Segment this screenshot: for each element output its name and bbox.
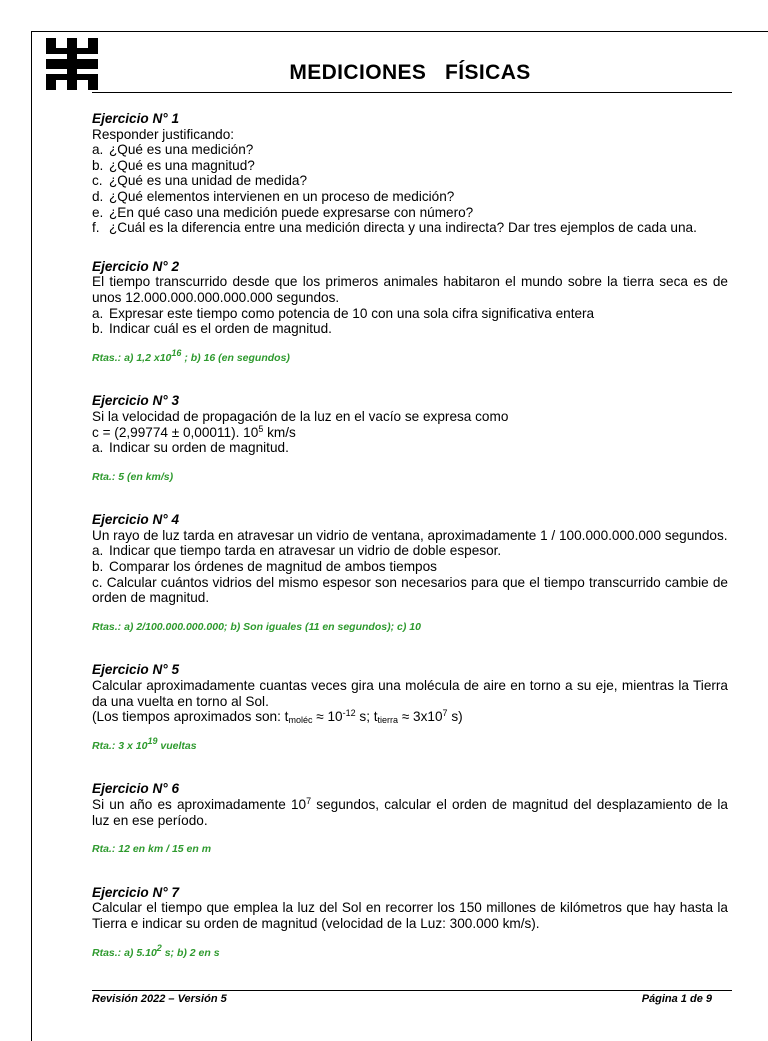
answer-text: Rta.: 5 (en km/s) bbox=[92, 470, 174, 483]
item-label: a. bbox=[92, 305, 104, 321]
exercise-intro: El tiempo transcurrido desde que los primeros animales habitaron el mundo sobre la tierra seca es de unos 12.000.000.000.000.000 segundos. bbox=[92, 274, 728, 305]
footer-revision: Revisión 2022 – Versión 5 bbox=[92, 993, 227, 1005]
item-label: c. bbox=[92, 173, 103, 189]
item-text: ¿Cuál es la diferencia entre una medición directa y una indirecta? Dar tres ejemplos de cada una. bbox=[109, 220, 697, 236]
exercise-7 bbox=[92, 885, 728, 961]
exercise-6 bbox=[92, 781, 728, 857]
exercise-title: Ejercicio N° 1 bbox=[92, 111, 180, 126]
exercise-title: Ejercicio N° 3 bbox=[92, 393, 180, 409]
list-item bbox=[92, 158, 728, 174]
item-label: a. bbox=[92, 440, 104, 456]
item-label: d. bbox=[92, 188, 104, 204]
footer-page-number: Página 1 de 9 bbox=[641, 993, 712, 1005]
answer-text: Rta.: 3 x $10^{19}$ vueltas bbox=[92, 735, 197, 752]
list-item bbox=[92, 559, 728, 575]
item-text: ¿En qué caso una medición puede expresarse con número? bbox=[109, 204, 474, 220]
answer-text: Rtas.: a) 5.10$^2$ s; b) 2 en s bbox=[92, 942, 220, 959]
item-text: ¿Qué es una magnitud? bbox=[109, 157, 255, 173]
exercise-2 bbox=[92, 259, 728, 367]
answer-text: Rtas.: a) 1,2 $x10^{16}$ ; b) 16 (en segundos) bbox=[92, 347, 290, 364]
list-item bbox=[92, 142, 728, 158]
list-item bbox=[92, 220, 728, 236]
exercise-intro: Un rayo de luz tarda en atravesar un vidrio de ventana, aproximadamente 1 / 100.000.000.000 segundos. bbox=[92, 527, 728, 543]
answer-text: Rta.: 12 en km / 15 en m bbox=[92, 843, 212, 856]
exercise-title: Ejercicio N° 2 bbox=[92, 258, 180, 274]
exercise-intro: Responder justificando: bbox=[92, 126, 235, 142]
item-label: a. bbox=[92, 543, 104, 559]
item-label: f. bbox=[92, 220, 100, 236]
exercise-intro: Si la velocidad de propagación de la luz en el vacío se expresa como bbox=[92, 408, 509, 424]
exercise-1 bbox=[92, 111, 728, 236]
formula: c = (2,99774 ± 0,00011). $10^5$ km/s bbox=[92, 423, 296, 440]
item-text: Indicar cuál es el orden de magnitud. bbox=[109, 321, 332, 337]
exercise-5 bbox=[92, 662, 728, 754]
item-label: a. bbox=[92, 142, 104, 158]
list-item: c. Calcular cuántos vidrios del mismo espesor son necesarios para que el tiempo transcurrido cambie de orden de magnitud. bbox=[92, 574, 728, 606]
page-title: MEDICIONES FÍSICAS bbox=[289, 61, 531, 84]
item-label: e. bbox=[92, 204, 104, 220]
item-label: b. bbox=[92, 559, 104, 575]
document-body bbox=[92, 111, 728, 961]
item-label: b. bbox=[92, 321, 104, 337]
exercise-4 bbox=[92, 512, 728, 635]
exercise-note: (Los tiempos aproximados son: $t_{moléc} \approx 10^{-12}$ s; $t_{tierra} \approx 3x10^7$ s) bbox=[92, 708, 463, 726]
list-item bbox=[92, 173, 728, 189]
answer-text: Rtas.: a) 2/100.000.000.000; b) Son iguales (11 en segundos); c) 10 bbox=[92, 620, 421, 633]
exercise-title: Ejercicio N° 5 bbox=[92, 662, 180, 678]
exercise-title: Ejercicio N° 6 bbox=[92, 781, 180, 797]
list-item bbox=[92, 205, 728, 221]
list-item bbox=[92, 306, 728, 322]
list-item bbox=[92, 189, 728, 205]
exercise-text: Si un año es aproximadamente $10^7$ segundos, calcular el orden de magnitud del desplazamiento de la luz en ese período. bbox=[92, 796, 728, 828]
list-item bbox=[92, 321, 728, 337]
exercise-intro: Calcular el tiempo que emplea la luz del Sol en recorrer los 150 millones de kilómetros que hay hasta la Tierra e indicar su orden de magnitud (velocidad de la Luz: 300.000 km/s). bbox=[92, 900, 728, 931]
footer-rule bbox=[92, 990, 732, 991]
item-text: ¿Qué es una medición? bbox=[109, 142, 254, 158]
exercise-title: Ejercicio N° 4 bbox=[92, 512, 180, 528]
exercise-title: Ejercicio N° 7 bbox=[92, 884, 180, 900]
list-item bbox=[92, 543, 728, 559]
list-item bbox=[92, 440, 728, 456]
title-rule bbox=[92, 92, 732, 93]
item-text: ¿Qué elementos intervienen en un proceso de medición? bbox=[109, 188, 455, 204]
item-label: b. bbox=[92, 157, 104, 173]
item-text: Indicar que tiempo tarda en atravesar un vidrio de doble espesor. bbox=[109, 543, 502, 559]
item-text: Comparar los órdenes de magnitud de ambos tiempos bbox=[109, 559, 437, 575]
item-text: Indicar su orden de magnitud. bbox=[109, 440, 289, 456]
exercise-intro: Calcular aproximadamente cuantas veces gira una molécula de aire en torno a su eje, mientras la Tierra da una vuelta en torno al Sol. bbox=[92, 678, 728, 709]
item-text: Expresar este tiempo como potencia de 10 con una sola cifra significativa entera bbox=[109, 305, 595, 321]
item-text: ¿Qué es una unidad de medida? bbox=[109, 173, 308, 189]
exercise-3 bbox=[92, 393, 728, 485]
